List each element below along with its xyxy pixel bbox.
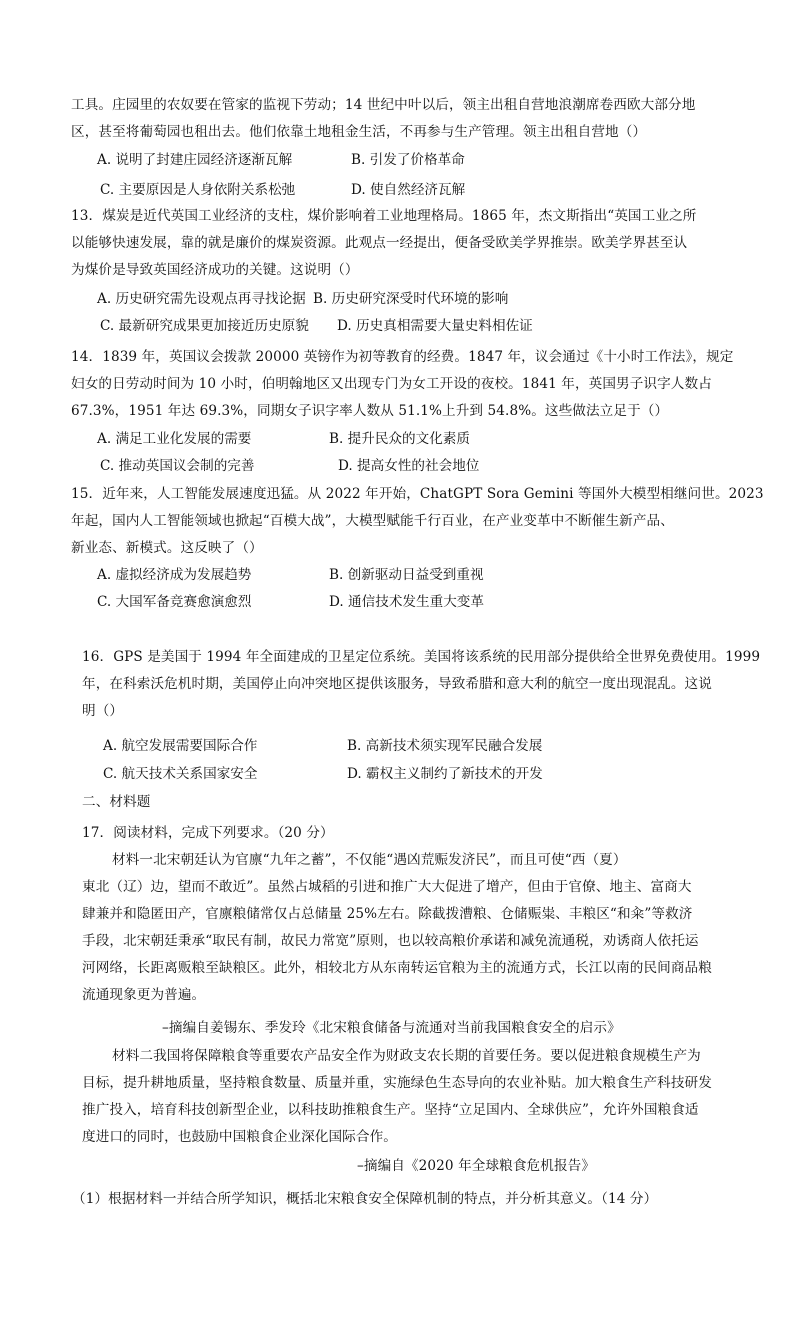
q14-option-d: D. 提高女性的社会地位 (338, 458, 480, 474)
q15-option-c: C. 大国军备竞赛愈演愈烈 (97, 594, 252, 610)
q12-line-2: 区，甚至将葡萄园也租出去。他们依靠土地租金生活，不再参与生产管理。领主出租自营地（） (71, 124, 647, 140)
q12-line-1: 工具。庄园里的农奴要在管家的监视下劳动；14 世纪中叶以后，领主出租自营地浪潮席卷西欧大部分地 (71, 97, 696, 113)
material-2-line-1: 材料二我国将保障粮食等重要农产品安全作为财政支农长期的首要任务。要以促进粮食规模生产为 (112, 1048, 701, 1064)
material-1-line-5: 河网络，长距离贩粮至缺粮区。此外，相较北方从东南转运官粮为主的流通方式，长江以南的民间商品粮 (82, 960, 712, 976)
q12-option-d: D. 使自然经济瓦解 (351, 182, 466, 198)
section-heading: 二、材料题 (82, 794, 151, 810)
material-1-line-6: 流通现象更为普遍。 (82, 987, 206, 1003)
q15-option-a: A. 虚拟经济成为发展趋势 (97, 567, 252, 583)
q17-intro: 17．阅读材料，完成下列要求。（20 分） (82, 825, 334, 841)
q13-option-d: D. 历史真相需要大量史料相佐证 (337, 318, 533, 334)
q16-option-b: B. 高新技术须实现军民融合发展 (347, 738, 543, 754)
q14-line-2: 妇女的日劳动时间为 10 小时，伯明翰地区又出现专门为女工开设的夜校。1841 年，英国男子识字人数占 (71, 376, 712, 392)
q15-option-d: D. 通信技术发生重大变革 (329, 594, 484, 610)
q16-line-1: 16．GPS 是美国于 1994 年全面建成的卫星定位系统。美国将该系统的民用部分提供给全世界免费使用。1999 (82, 649, 761, 665)
q13-option-a: A. 历史研究需先设观点再寻找论据 (97, 291, 306, 307)
q15-option-b: B. 创新驱动日益受到重视 (329, 567, 484, 583)
material-2-line-4: 度进口的同时，也鼓励中国粮食企业深化国际合作。 (82, 1129, 397, 1145)
material-1-line-1: 材料一北宋朝廷认为官廪“九年之蓄”，不仅能“遇凶荒赈发济民”，而且可使“西（夏） (112, 852, 627, 868)
q13-line-2: 以能够快速发展，靠的就是廉价的煤炭资源。此观点一经提出，便备受欧美学界推崇。欧美学界甚至认 (71, 235, 688, 251)
q12-option-a: A. 说明了封建庄园经济逐渐瓦解 (97, 152, 293, 168)
q14-option-b: B. 提升民众的文化素质 (329, 431, 470, 447)
q12-option-b: B. 引发了价格革命 (351, 152, 465, 168)
q15-line-1: 15．近年来，人工智能发展速度迅猛。从 2022 年开始，ChatGPT Sora Gemini 等国外大模型相继问世。2023 (71, 486, 764, 502)
q16-line-2: 年，在科索沃危机时期，美国停止向冲突地区提供该服务，导致希腊和意大利的航空一度出现混乱。这说 (82, 676, 712, 692)
q15-line-2: 年起，国内人工智能领域也掀起“百模大战”，大模型赋能千行百业，在产业变革中不断催生新产品、 (71, 513, 674, 529)
material-1-line-4: 手段，北宋朝廷秉承“取民有制，故民力常宽”原则，也以较高粮价承诺和减免流通税，劝诱商人依托运 (82, 933, 699, 949)
material-2-source: –摘编自《2020 年全球粮食危机报告》 (357, 1158, 596, 1174)
q14-line-1: 14．1839 年，英国议会拨款 20000 英镑作为初等教育的经费。1847 年，议会通过《十小时工作法》，规定 (71, 349, 734, 365)
material-1-source: –摘编自姜锡东、季发玲《北宋粮食储备与流通对当前我国粮食安全的启示》 (162, 1020, 621, 1036)
q15-line-3: 新业态、新模式。这反映了（） (71, 540, 263, 556)
material-1-line-3: 肆兼并和隐匿田产，官廪粮储常仅占总储量 25%左右。除截拨漕粮、仓储赈粜、丰粮区“和籴”等救济 (82, 906, 693, 922)
material-1-line-2: 東北（辽）边，望而不敢近”。虽然占城稻的引进和推广大大促进了增产，但由于官僚、地主、富商大 (82, 879, 692, 895)
q14-option-c: C. 推动英国议会制的完善 (100, 458, 255, 474)
q14-option-a: A. 满足工业化发展的需要 (97, 431, 252, 447)
q16-option-d: D. 霸权主义制约了新技术的开发 (347, 766, 543, 782)
material-2-line-3: 推广投入，培育科技创新型企业，以科技助推粮食生产。坚持“立足国内、全球供应”，允许外国粮食适 (82, 1102, 699, 1118)
q16-option-a: A. 航空发展需要国际合作 (103, 738, 258, 754)
q14-line-3: 67.3%，1951 年达 69.3%，同期女子识字率人数从 51.1%上升到 54.8%。这些做法立足于（） (71, 403, 669, 419)
q16-option-c: C. 航天技术关系国家安全 (103, 766, 258, 782)
q13-option-b: B. 历史研究深受时代环境的影响 (313, 291, 509, 307)
q13-option-c: C. 最新研究成果更加接近历史原貌 (100, 318, 309, 334)
q17-subquestion-1: （1）根据材料一并结合所学知识，概括北宋粮食安全保障机制的特点，并分析其意义。（14 分） (72, 1191, 658, 1207)
q13-line-3: 为煤价是导致英国经济成功的关键。这说明（） (71, 262, 359, 278)
q13-line-1: 13．煤炭是近代英国工业经济的支柱，煤价影响着工业地理格局。1865 年，杰文斯指出“英国工业之所 (71, 208, 697, 224)
q16-line-3: 明（） (82, 703, 124, 719)
q12-option-c: C. 主要原因是人身依附关系松弛 (100, 182, 296, 198)
material-2-line-2: 目标，提升耕地质量，坚持粮食数量、质量并重，实施绿色生态导向的农业补贴。加大粮食生产科技研发 (82, 1075, 712, 1091)
